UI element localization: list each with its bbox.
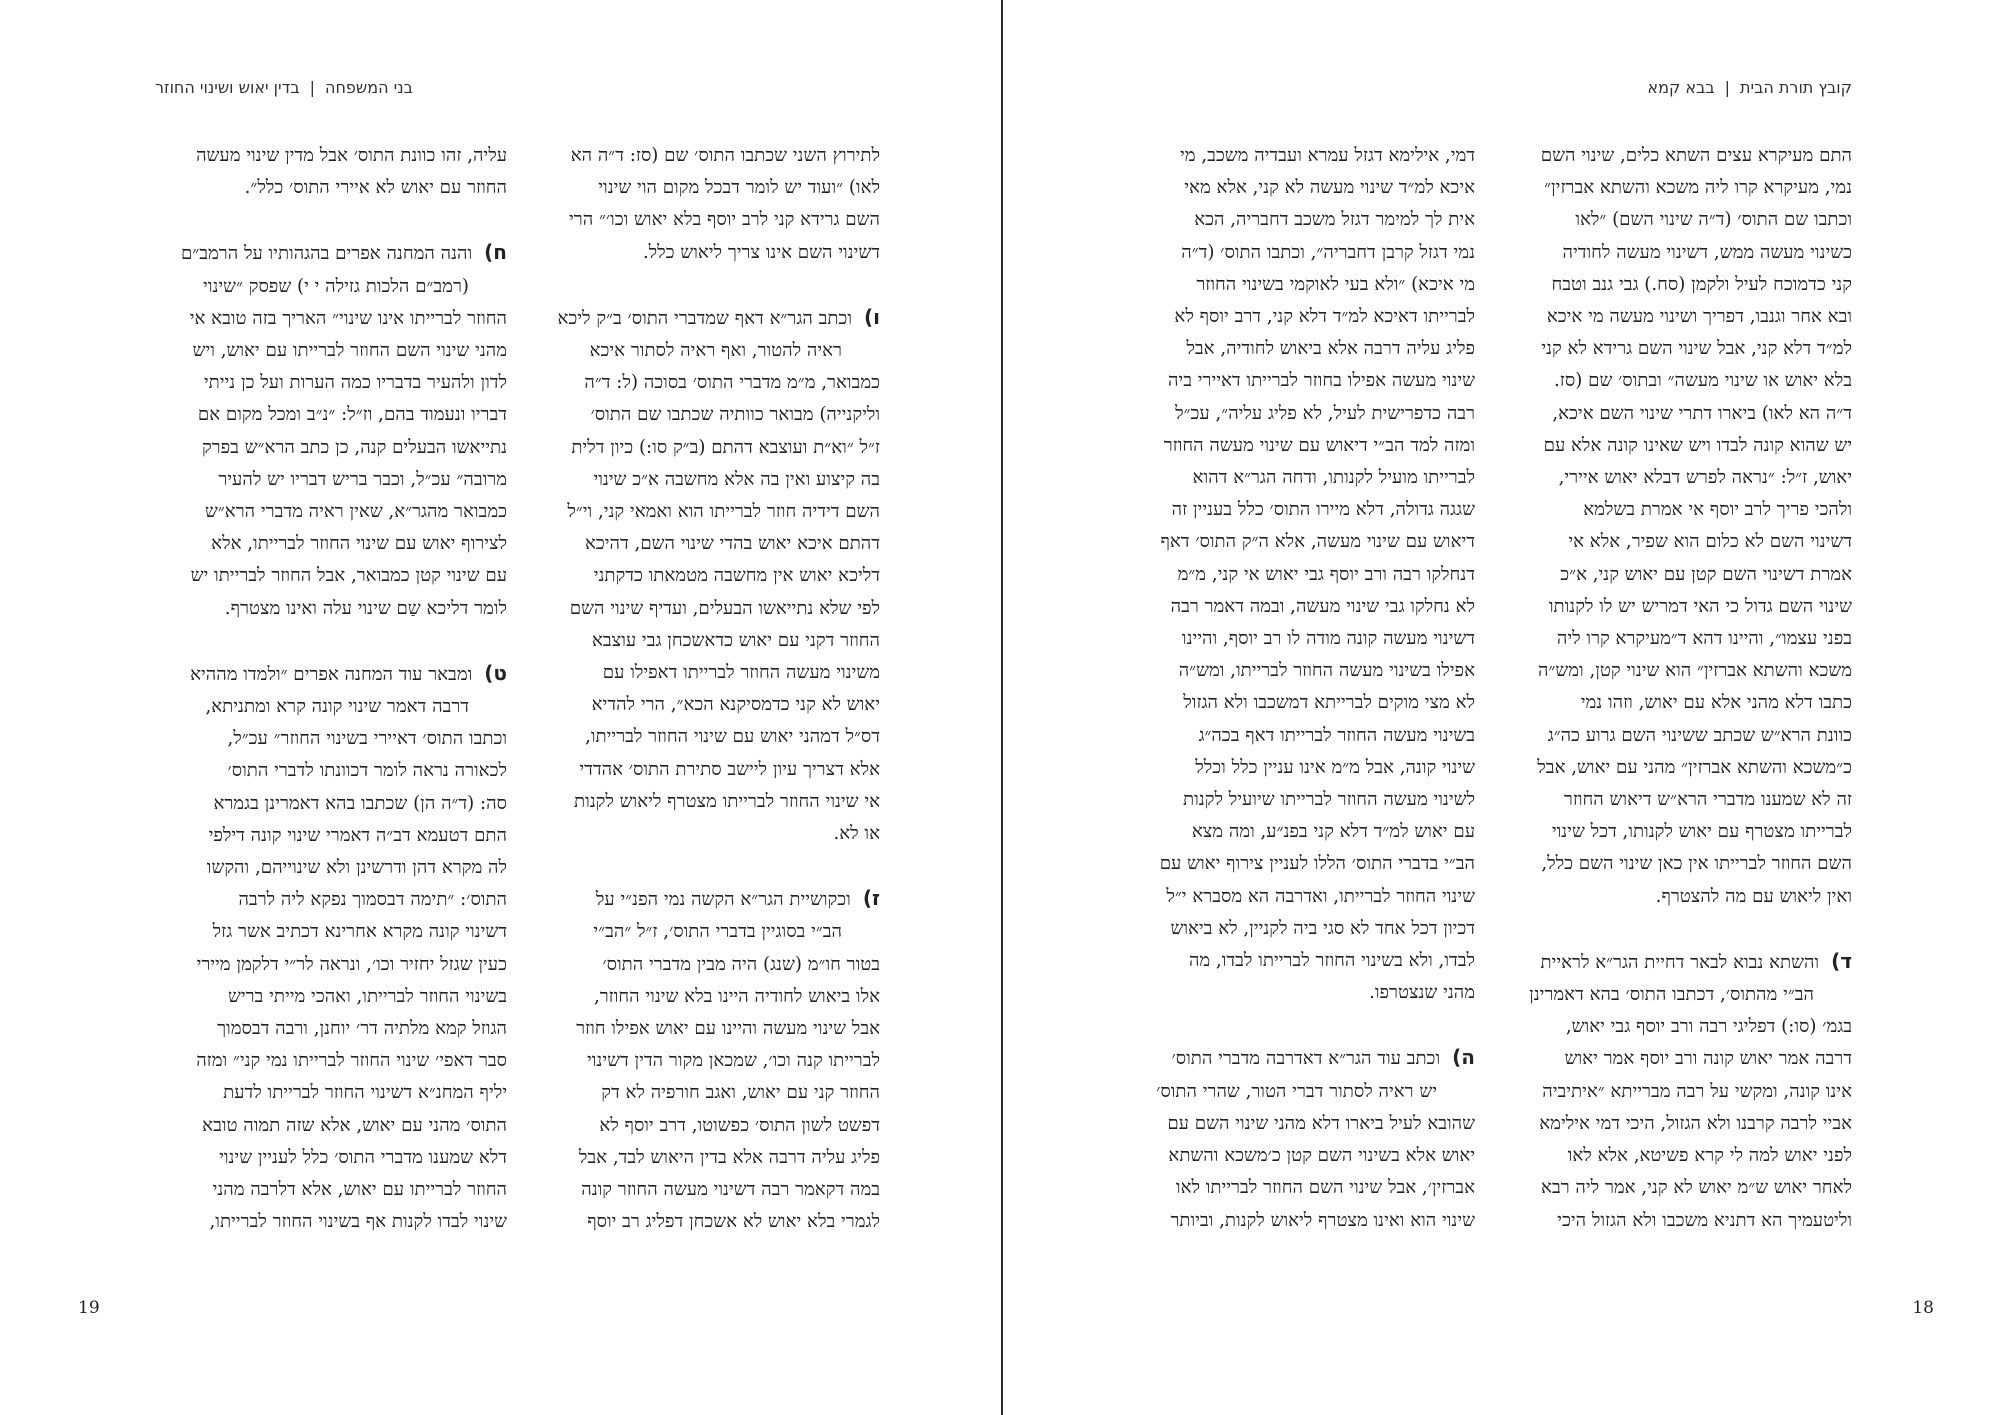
text-line: הב״י מהתוס׳, דכתבו התוס׳ בהא דאמרינן	[1529, 984, 1814, 1006]
text-line: דרבה דאמר שינוי קונה קרא ומתניתא,	[205, 696, 469, 718]
text-line: השם החוזר לברייתו אין כאן שינוי השם כלל,	[1541, 853, 1852, 875]
text-line: לברייתו קנה וכו׳, שמכאן מקור הדין דשינוי	[586, 1050, 880, 1072]
numbered-section	[1125, 1041, 1475, 1236]
text-line: כשינוי מעשה ממש, דשינוי מעשה לחודיה	[1562, 241, 1852, 263]
header-subtitle: בדין יאוש ושינוי החוזר	[155, 78, 300, 97]
text-line: דיאוש עם שינוי מעשה, אלא ה״ק התוס׳ דאף	[1160, 531, 1475, 553]
text-line: ומזה למד הב״י דיאוש עם שינוי מעשה החוזר	[1163, 434, 1475, 456]
text-line: ראיה להטור, ואף ראיה לסתור איכא	[589, 340, 842, 362]
text-line: לתירוץ השני שכתבו התוס׳ שם (סז: ד״ה הא	[570, 145, 880, 166]
text-line: בטור חו״מ (שנג) היה מבין מדברי התוס׳	[602, 953, 880, 975]
text-line: וכתבו התוס׳ דאיירי בשינוי החוזר״ עכ״ל,	[227, 728, 507, 750]
text-line: בלא יאוש או שינוי מעשה״ ובתוס׳ שם (סז.	[1554, 370, 1852, 392]
text-line	[530, 882, 880, 916]
header-title: קובץ תורת הבית	[1740, 78, 1852, 97]
text-line: עם שינוי קטן כמבואר, אבל החוזר לברייתו יש	[190, 565, 507, 587]
text-line: או לא.	[833, 823, 880, 845]
text-line	[1125, 1041, 1475, 1075]
text-line: לפי שלא נתייאשו הבעלים, ועדיף שינוי השם	[569, 597, 880, 619]
page-number: 18	[1912, 1298, 1934, 1318]
text-line: לצירוף יאוש עם שינוי החוזר לברייתו, אלא	[211, 533, 507, 555]
text-line: התם דטעמא דב״ה דאמרי שינוי קונה דילפי	[208, 824, 507, 846]
text-line: מהני שנצטרפו.	[1369, 982, 1475, 1004]
text-line: ולהכי פריך לרב יוסף אי אמרת בשלמא	[1583, 499, 1852, 521]
section-first-line: וכתב עוד הגר״א דאדרבה מדברי התוס׳	[1171, 1048, 1441, 1070]
text-line: דשינוי השם אינו צריך ליאוש כלל.	[642, 241, 880, 263]
text-line: כמבואר מהגר״א, שאין ראיה מדברי הרא״ש	[205, 501, 507, 523]
text-line: נתייאשו הבעלים קנה, כן כתב הרא״ש בפרק	[201, 436, 507, 458]
text-line: וליטעמיך הא דתניא משכבו ולא הגזול היכי	[1557, 1209, 1852, 1231]
numbered-section	[155, 236, 507, 624]
text-line: בשינוי החוזר לברייתו, ואהכי מייתי בריש	[227, 985, 507, 1007]
text-line: דס״ל דמהני יאוש עם שינוי החוזר לברייתו,	[585, 726, 880, 748]
text-line: שינוי מעשה אפילו בחוזר לברייתו דאיירי ביה	[1167, 370, 1475, 392]
text-line: אפילו בשינוי מעשה החוזר לברייתו, ומש״ה	[1178, 660, 1475, 682]
paragraph	[155, 140, 507, 204]
text-line: שגגה גדולה, דלא מיירו התוס׳ כלל בעניין זה	[1171, 499, 1475, 521]
text-line: נמי דגזל קרבן דחבריה״, וכתבו התוס׳ (ד״ה	[1181, 241, 1475, 263]
section-marker: ז)	[862, 886, 880, 911]
text-line: סבר דאפי׳ שינוי החוזר לברייתו נמי קני״ ומזה	[196, 1050, 507, 1072]
text-line: משינוי מעשה החוזר לברייתו דאפילו עם	[602, 662, 880, 684]
section-marker: ח)	[484, 240, 507, 265]
text-line: ז״ל ״וא״ת ועוצבא דהתם (ב״ק סו:) כיון דלית	[571, 436, 880, 458]
text-line: התוס׳ מהני עם יאוש, אלא שזה תמוה טובא	[202, 1114, 507, 1136]
text-line: יש ראיה לסתור דברי הטור, שהרי התוס׳	[1156, 1080, 1437, 1102]
text-line: בה קיצוע ואין בה אלא מחשבה א״כ שינוי	[593, 468, 880, 490]
section-first-line: וכתב הגר״א דאף שמדברי התוס׳ ב״ק ליכא	[557, 307, 852, 329]
text-line: לדון ולהעיר בדבריו כמה הערות ועל כן נייתי	[203, 372, 507, 394]
text-line: יאוש לא קני כדמסיקנא הכא״, הרי להדיא	[591, 694, 880, 716]
text-line: החוזר לברייתו אינו שינוי״ האריך בזה טובא אי	[189, 307, 507, 329]
text-line: יאוש, ז״ל: ״נראה לפרש דבלא יאוש איירי,	[1558, 467, 1852, 489]
paragraph-gap	[155, 204, 507, 236]
text-line: החוזר עם יאוש לא איירי התוס׳ כלל״.	[244, 177, 507, 199]
text-line: איכא למ״ד שינוי מעשה לא קני, אלא מאי	[1184, 177, 1475, 199]
text-line: פליג עליה דרבה אלא ביאוש לחודיה, אבל	[1186, 338, 1475, 360]
text-line: דשינוי מעשה קונה מודה לו רב יוסף, והיינו	[1181, 628, 1475, 650]
text-line: דכיון דכל אחד לא סגי ביה לקניין, לא ביאוש	[1170, 917, 1475, 939]
text-line: וליקנייה) מבואר כוותיה שכתבו שם התוס׳	[590, 404, 880, 426]
section-marker: ט)	[484, 660, 507, 685]
numbered-section	[155, 657, 507, 1239]
section-first-line: וכקושיית הגר״א הקשה נמי הפנ״י על	[595, 889, 851, 911]
page-18	[1003, 0, 2002, 1415]
text-line: כ״משכא והשתא אברזין״ מהני עם יאוש, אבל	[1537, 756, 1852, 778]
text-column-right	[1507, 140, 1852, 1237]
text-line: שינוי קונה, אבל מ״מ אינו עניין כלל וכלל	[1195, 756, 1475, 778]
paragraph	[1507, 140, 1852, 913]
text-line: נמי, מעיקרא קרו ליה משכא והשתא אברזין״	[1544, 177, 1852, 199]
header-separator: |	[309, 78, 315, 97]
text-line: החוזר דקני עם יאוש כדאשכחן גבי עוצבא	[592, 629, 880, 651]
text-line: שינוי החוזר לברייתו, ואדרבה הא מסברא י״ל	[1166, 885, 1475, 907]
text-line: שהובא לעיל ביארו דלא מהני שינוי השם עם	[1167, 1112, 1475, 1134]
header-separator: |	[1724, 78, 1731, 97]
text-line: ובא אחר וגנבו, דפריך ושינוי מעשה מי איכא	[1546, 306, 1852, 328]
text-line: הגוזל קמא מלתיה דר׳ יוחנן, ורבה דבסמוך	[217, 1018, 507, 1040]
header-subtitle: בבא קמא	[1647, 78, 1715, 97]
text-line: דרבה אמר יאוש קונה ורב יוסף אמר יאוש	[1564, 1048, 1852, 1070]
running-header-left	[155, 78, 413, 97]
text-line: דליכא יאוש אין מחשבה מטמאתו כדקתני	[593, 565, 880, 587]
text-line: מהני שינוי השם החוזר לברייתו עם יאוש, ויש	[192, 340, 507, 362]
text-line: יש שהוא קונה לבדו ויש שאינו קונה אלא עם	[1543, 434, 1852, 456]
text-line: אי שינוי החוזר לברייתו מצטרף ליאוש לקנות	[574, 790, 880, 812]
text-line: יליף המחנ״א דשינוי החוזר לברייתו לדעת	[223, 1082, 507, 1104]
text-line	[530, 301, 880, 335]
text-line: דמי, אילימא דגזל עמרא ועבדיה משכב, מי	[1179, 145, 1475, 166]
paragraph-gap	[530, 850, 880, 882]
text-line: כתבו דלא מהני אלא עם יאוש, וזהו נמי	[1580, 692, 1852, 714]
text-line: השם דידיה חוזר לברייתו הוא ואמאי קני, וי״ל	[567, 501, 880, 523]
text-line: לאו) ״ועוד יש לומר דבכל מקום הוי שינוי	[598, 177, 880, 199]
text-line: ד״ה הא לאו) ביארו דתרי שינוי השם איכא,	[1552, 402, 1852, 424]
paragraph	[530, 140, 880, 269]
text-line: וכתבו שם התוס׳ (ד״ה שינוי השם) ״לאו	[1575, 209, 1852, 231]
text-line: אמרת דשינוי השם קטן עם יאוש קני, א״כ	[1560, 563, 1852, 585]
text-line: משכא והשתא אברזין״ הוא שינוי קטן, ומש״ה	[1538, 660, 1852, 682]
text-line: דלא שמענו מדברי התוס׳ כלל לעניין שינוי	[219, 1146, 507, 1168]
paragraph-gap	[530, 269, 880, 301]
section-first-line: ומבאר עוד המחנה אפרים ״ולמדו מההיא	[190, 663, 473, 685]
text-line: עליה, זהו כוונת התוס׳ אבל מדין שינוי מעשה	[196, 145, 507, 166]
text-line: לברייתו מצטרף עם יאוש לקנותו, דכל שינוי	[1551, 821, 1852, 843]
header-title: בני המשפחה	[325, 78, 413, 97]
paragraph-gap	[155, 625, 507, 657]
text-line: אבל שינוי מעשה והיינו עם יאוש אפילו חוזר	[576, 1018, 880, 1040]
numbered-section	[530, 882, 880, 1238]
text-line: דשינוי השם לא כלום הוא שפיר, אלא אי	[1568, 531, 1852, 553]
text-line: סה: (ד״ה הן) שכתבו בהא דאמרינן בגמרא	[213, 792, 507, 814]
section-marker: ו)	[863, 304, 880, 329]
text-line: לאחר יאוש ש״מ יאוש לא קני, אמר ליה רבא	[1541, 1177, 1852, 1199]
text-line: לא נחלקו גבי שינוי מעשה, ובמה דאמר רבה	[1170, 595, 1475, 617]
text-line: שינוי הוא ואינו מצטרף ליאוש לקנות, וביותר	[1170, 1209, 1475, 1231]
text-line: לומר דליכא שַם שינוי עלה ואינו מצטרף.	[224, 597, 507, 619]
text-line: החוזר לברייתו עם יאוש, אלא דלרבה מהני	[212, 1179, 507, 1201]
text-line: לא מצי מוקים לברייתא דמשכבו ולא הגזול	[1183, 692, 1475, 714]
text-line: הב״י בסוגיין בדברי התוס׳, ז״ל ״הב״י	[593, 921, 842, 943]
text-line: דשינוי קונה מקרא אחרינא דכתיב אשר גזל	[212, 921, 507, 943]
text-column-left	[1125, 140, 1475, 1237]
text-line: יאוש אלא בשינוי השם קטן כ׳משכא והשתא	[1168, 1145, 1475, 1167]
text-line: דבריו ונעמוד בהם, וז״ל: ״נ״ב ומכל מקום אם	[197, 404, 507, 426]
text-line: לגמרי בלא יאוש לא אשכחן דפליג רב יוסף	[587, 1211, 880, 1233]
text-line	[155, 657, 507, 691]
text-line: אינו קונה, ומקשי על רבה מברייתא ״איתיביה	[1542, 1080, 1852, 1102]
text-line: לבדו, ולא בשינוי החוזר לברייתו לבדו, מה	[1188, 950, 1475, 972]
text-line: בגמ׳ (סו:) דפליגי רבה ורב יוסף גבי יאוש,	[1565, 1016, 1852, 1038]
text-line	[155, 236, 507, 270]
numbered-section	[1507, 945, 1852, 1237]
text-line: למ״ד דלא קני, אבל שינוי השם גרידא לא קני	[1541, 338, 1852, 360]
text-line: אברזין׳, אבל שינוי השם החוזר לברייתו לאו	[1175, 1177, 1475, 1199]
text-line: אלו ביאוש לחודיה היינו בלא שינוי החוזר,	[593, 985, 880, 1007]
paragraph-gap	[1507, 913, 1852, 945]
text-line: לפני יאוש למה לי קרא פשיטא, אלא לאו	[1567, 1145, 1852, 1167]
section-first-line: והשתא נבוא לבאר דחיית הגר״א לראיית	[1540, 951, 1820, 973]
text-line: דהתם איכא יאוש בהדי שינוי השם, דהיכא	[584, 533, 880, 555]
text-line: ואין ליאוש עם מה להצטרף.	[1655, 885, 1852, 907]
text-line: במה דקאמר רבה דשינוי מעשה החוזר קונה	[581, 1179, 880, 1201]
text-line: התוס׳: ״תימה דבסמוך נפקא ליה לרבה	[238, 889, 507, 911]
text-line: בפני עצמו״, והיינו דהא ד״מעיקרא קרו ליה	[1556, 628, 1852, 650]
text-line: אביי לרבה קרבנו ולא הגזול, היכי דמי אילימא	[1539, 1112, 1852, 1134]
text-line: לברייתו מועיל לקנותו, ודחה הגר״א דהוא	[1192, 467, 1475, 489]
text-line: שינוי השם גדול כי האי דמריש יש לו לקנותו	[1548, 595, 1852, 617]
section-first-line: והנה המחנה אפרים בהגהותיו על הרמב״ם	[180, 243, 473, 265]
running-header-right	[1647, 78, 1852, 97]
page-number: 19	[78, 1298, 100, 1318]
text-line: (רמב״ם הלכות גזילה י י) שפסק ״שינוי	[203, 275, 469, 297]
text-line: לשינוי מעשה החוזר לברייתו שיועיל לקנות	[1183, 789, 1475, 811]
text-line: לה מקרא דהן ודרשינן ולא שינוייהם, והקשו	[206, 857, 507, 879]
text-line: קני כדמוכח לעיל ולקמן (סח.) גבי גנב וטבח	[1551, 273, 1852, 295]
text-line: פליג עליה דרבה אלא בדין היאוש לבד, אבל	[578, 1146, 880, 1168]
text-line: עם יאוש למ״ד דלא קני בפנ״ע, ומה מצא	[1191, 821, 1475, 843]
text-line: מי איכא) ״ולא בעי לאוקמי בשינוי החוזר	[1196, 273, 1475, 295]
paragraph	[1125, 140, 1475, 1009]
text-line: כעין שגזל יחזיר וכו׳, ונראה לר״י דלקמן מיירי	[196, 953, 507, 975]
text-line: לברייתו דאיכא למ״ד דלא קני, דרב יוסף לא	[1174, 306, 1475, 328]
text-line: החוזר קני עם יאוש, ואגב חורפיה לא דק	[601, 1082, 880, 1104]
text-line: הב״י בדברי התוס׳ הללו לעניין צירוף יאוש עם	[1159, 853, 1475, 875]
text-line: אלא דצריך עיון ליישב סתירת התוס׳ אהדדי	[579, 758, 880, 780]
paragraph-gap	[1125, 1009, 1475, 1041]
text-line: אית לך למימר דגזל משכב דחבריה, הכא	[1194, 209, 1475, 231]
text-line: לכאורה נראה לומר דכוונתו לדברי התוס׳	[227, 760, 507, 782]
text-column-right	[530, 140, 880, 1239]
text-line	[1507, 945, 1852, 979]
section-marker: ד)	[1831, 948, 1852, 973]
text-line: השם גרידא קני לרב יוסף בלא יאוש וכו׳״ הרי	[569, 209, 880, 231]
text-line: שינוי לבדו לקנות אף בשינוי החוזר לברייתו,	[209, 1211, 507, 1233]
text-column-left	[155, 140, 507, 1239]
text-line: רבה כדפרישית לעיל, לא פליג עליה״, עכ״ל	[1175, 402, 1475, 424]
text-line: זה לא שמענו מדברי הרא״ש דיאוש החוזר	[1563, 789, 1852, 811]
text-line: כוונת הרא״ש שכתב ששינוי השם גרוע כה״ג	[1547, 724, 1852, 746]
section-marker: ה)	[1452, 1045, 1475, 1070]
numbered-section	[530, 301, 880, 850]
text-line: מרובה״ עכ״ל, וכבר בריש דבריו יש להעיר	[218, 468, 507, 490]
text-line: התם מעיקרא עצים השתא כלים, שינוי השם	[1540, 145, 1852, 166]
text-line: בשינוי מעשה החוזר לברייתו דאף בכה״ג	[1198, 724, 1475, 746]
text-line: דנחלקו רבה ורב יוסף גבי יאוש אי קני, מ״מ	[1177, 563, 1475, 585]
text-line: כמבואר, מ״מ מדברי התוס׳ בסוכה (ל: ד״ה	[584, 372, 880, 394]
text-line: דפשט לשון התוס׳ כפשוטו, דרב יוסף לא	[599, 1114, 880, 1136]
